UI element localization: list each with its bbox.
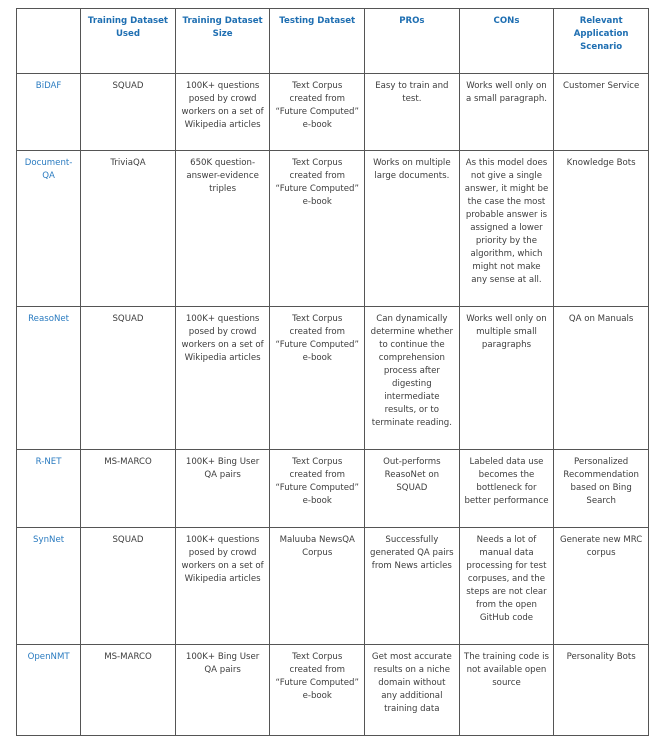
- training-size: 100K+ questions posed by crowd workers on a set of Wikipedia articles: [175, 528, 270, 645]
- training-dataset: TriviaQA: [81, 151, 176, 307]
- training-dataset: SQUAD: [81, 528, 176, 645]
- training-size: 100K+ questions posed by crowd workers on a set of Wikipedia articles: [175, 307, 270, 450]
- pros: Can dynamically determine whether to continue the comprehension process after digesting intermediate results, or to terminate reading.: [365, 307, 460, 450]
- model-name: BiDAF: [17, 74, 81, 151]
- application-scenario: Knowledge Bots: [554, 151, 649, 307]
- pros: Works on multiple large documents.: [365, 151, 460, 307]
- application-scenario: Personality Bots: [554, 645, 649, 736]
- model-name: OpenNMT: [17, 645, 81, 736]
- testing-dataset: Text Corpus created from “Future Computed” e-book: [270, 151, 365, 307]
- training-size: 100K+ questions posed by crowd workers on a set of Wikipedia articles: [175, 74, 270, 151]
- pros: Easy to train and test.: [365, 74, 460, 151]
- model-name: Document-QA: [17, 151, 81, 307]
- table-row: [17, 74, 649, 151]
- testing-dataset: Text Corpus created from “Future Computed” e-book: [270, 74, 365, 151]
- table-row: [17, 151, 649, 307]
- pros: Get most accurate results on a niche domain without any additional training data: [365, 645, 460, 736]
- cons: The training code is not available open source: [459, 645, 554, 736]
- model-name: ReasoNet: [17, 307, 81, 450]
- header-training-dataset-used: Training Dataset Used: [81, 9, 176, 74]
- table-row: [17, 450, 649, 528]
- testing-dataset: Text Corpus created from “Future Computed” e-book: [270, 307, 365, 450]
- training-size: 100K+ Bing User QA pairs: [175, 450, 270, 528]
- cons: Labeled data use becomes the bottleneck for better performance: [459, 450, 554, 528]
- testing-dataset: Text Corpus created from “Future Computed” e-book: [270, 450, 365, 528]
- training-size: 100K+ Bing User QA pairs: [175, 645, 270, 736]
- training-dataset: MS-MARCO: [81, 645, 176, 736]
- header-row: [17, 9, 649, 74]
- cons: Needs a lot of manual data processing for test corpuses, and the steps are not clear from the open GitHub code: [459, 528, 554, 645]
- table-row: [17, 645, 649, 736]
- comparison-table: [16, 8, 649, 736]
- header-blank: [17, 9, 81, 74]
- header-testing-dataset: Testing Dataset: [270, 9, 365, 74]
- cons: Works well only on multiple small paragraphs: [459, 307, 554, 450]
- header-training-dataset-size: Training Dataset Size: [175, 9, 270, 74]
- application-scenario: Personalized Recommendation based on Bing Search: [554, 450, 649, 528]
- training-size: 650K question-answer-evidence triples: [175, 151, 270, 307]
- header-application-scenario: Relevant Application Scenario: [554, 9, 649, 74]
- header-pros: PROs: [365, 9, 460, 74]
- pros: Successfully generated QA pairs from News articles: [365, 528, 460, 645]
- training-dataset: SQUAD: [81, 307, 176, 450]
- pros: Out-performs ReasoNet on SQUAD: [365, 450, 460, 528]
- cons: Works well only on a small paragraph.: [459, 74, 554, 151]
- training-dataset: MS-MARCO: [81, 450, 176, 528]
- model-name: SynNet: [17, 528, 81, 645]
- application-scenario: QA on Manuals: [554, 307, 649, 450]
- application-scenario: Customer Service: [554, 74, 649, 151]
- model-name: R-NET: [17, 450, 81, 528]
- table-row: [17, 528, 649, 645]
- testing-dataset: Text Corpus created from “Future Computed” e-book: [270, 645, 365, 736]
- header-cons: CONs: [459, 9, 554, 74]
- application-scenario: Generate new MRC corpus: [554, 528, 649, 645]
- training-dataset: SQUAD: [81, 74, 176, 151]
- table-row: [17, 307, 649, 450]
- cons: As this model does not give a single answer, it might be the case the most probable answer is assigned a lower priority by the algorithm, which might not make any sense at all.: [459, 151, 554, 307]
- testing-dataset: Maluuba NewsQA Corpus: [270, 528, 365, 645]
